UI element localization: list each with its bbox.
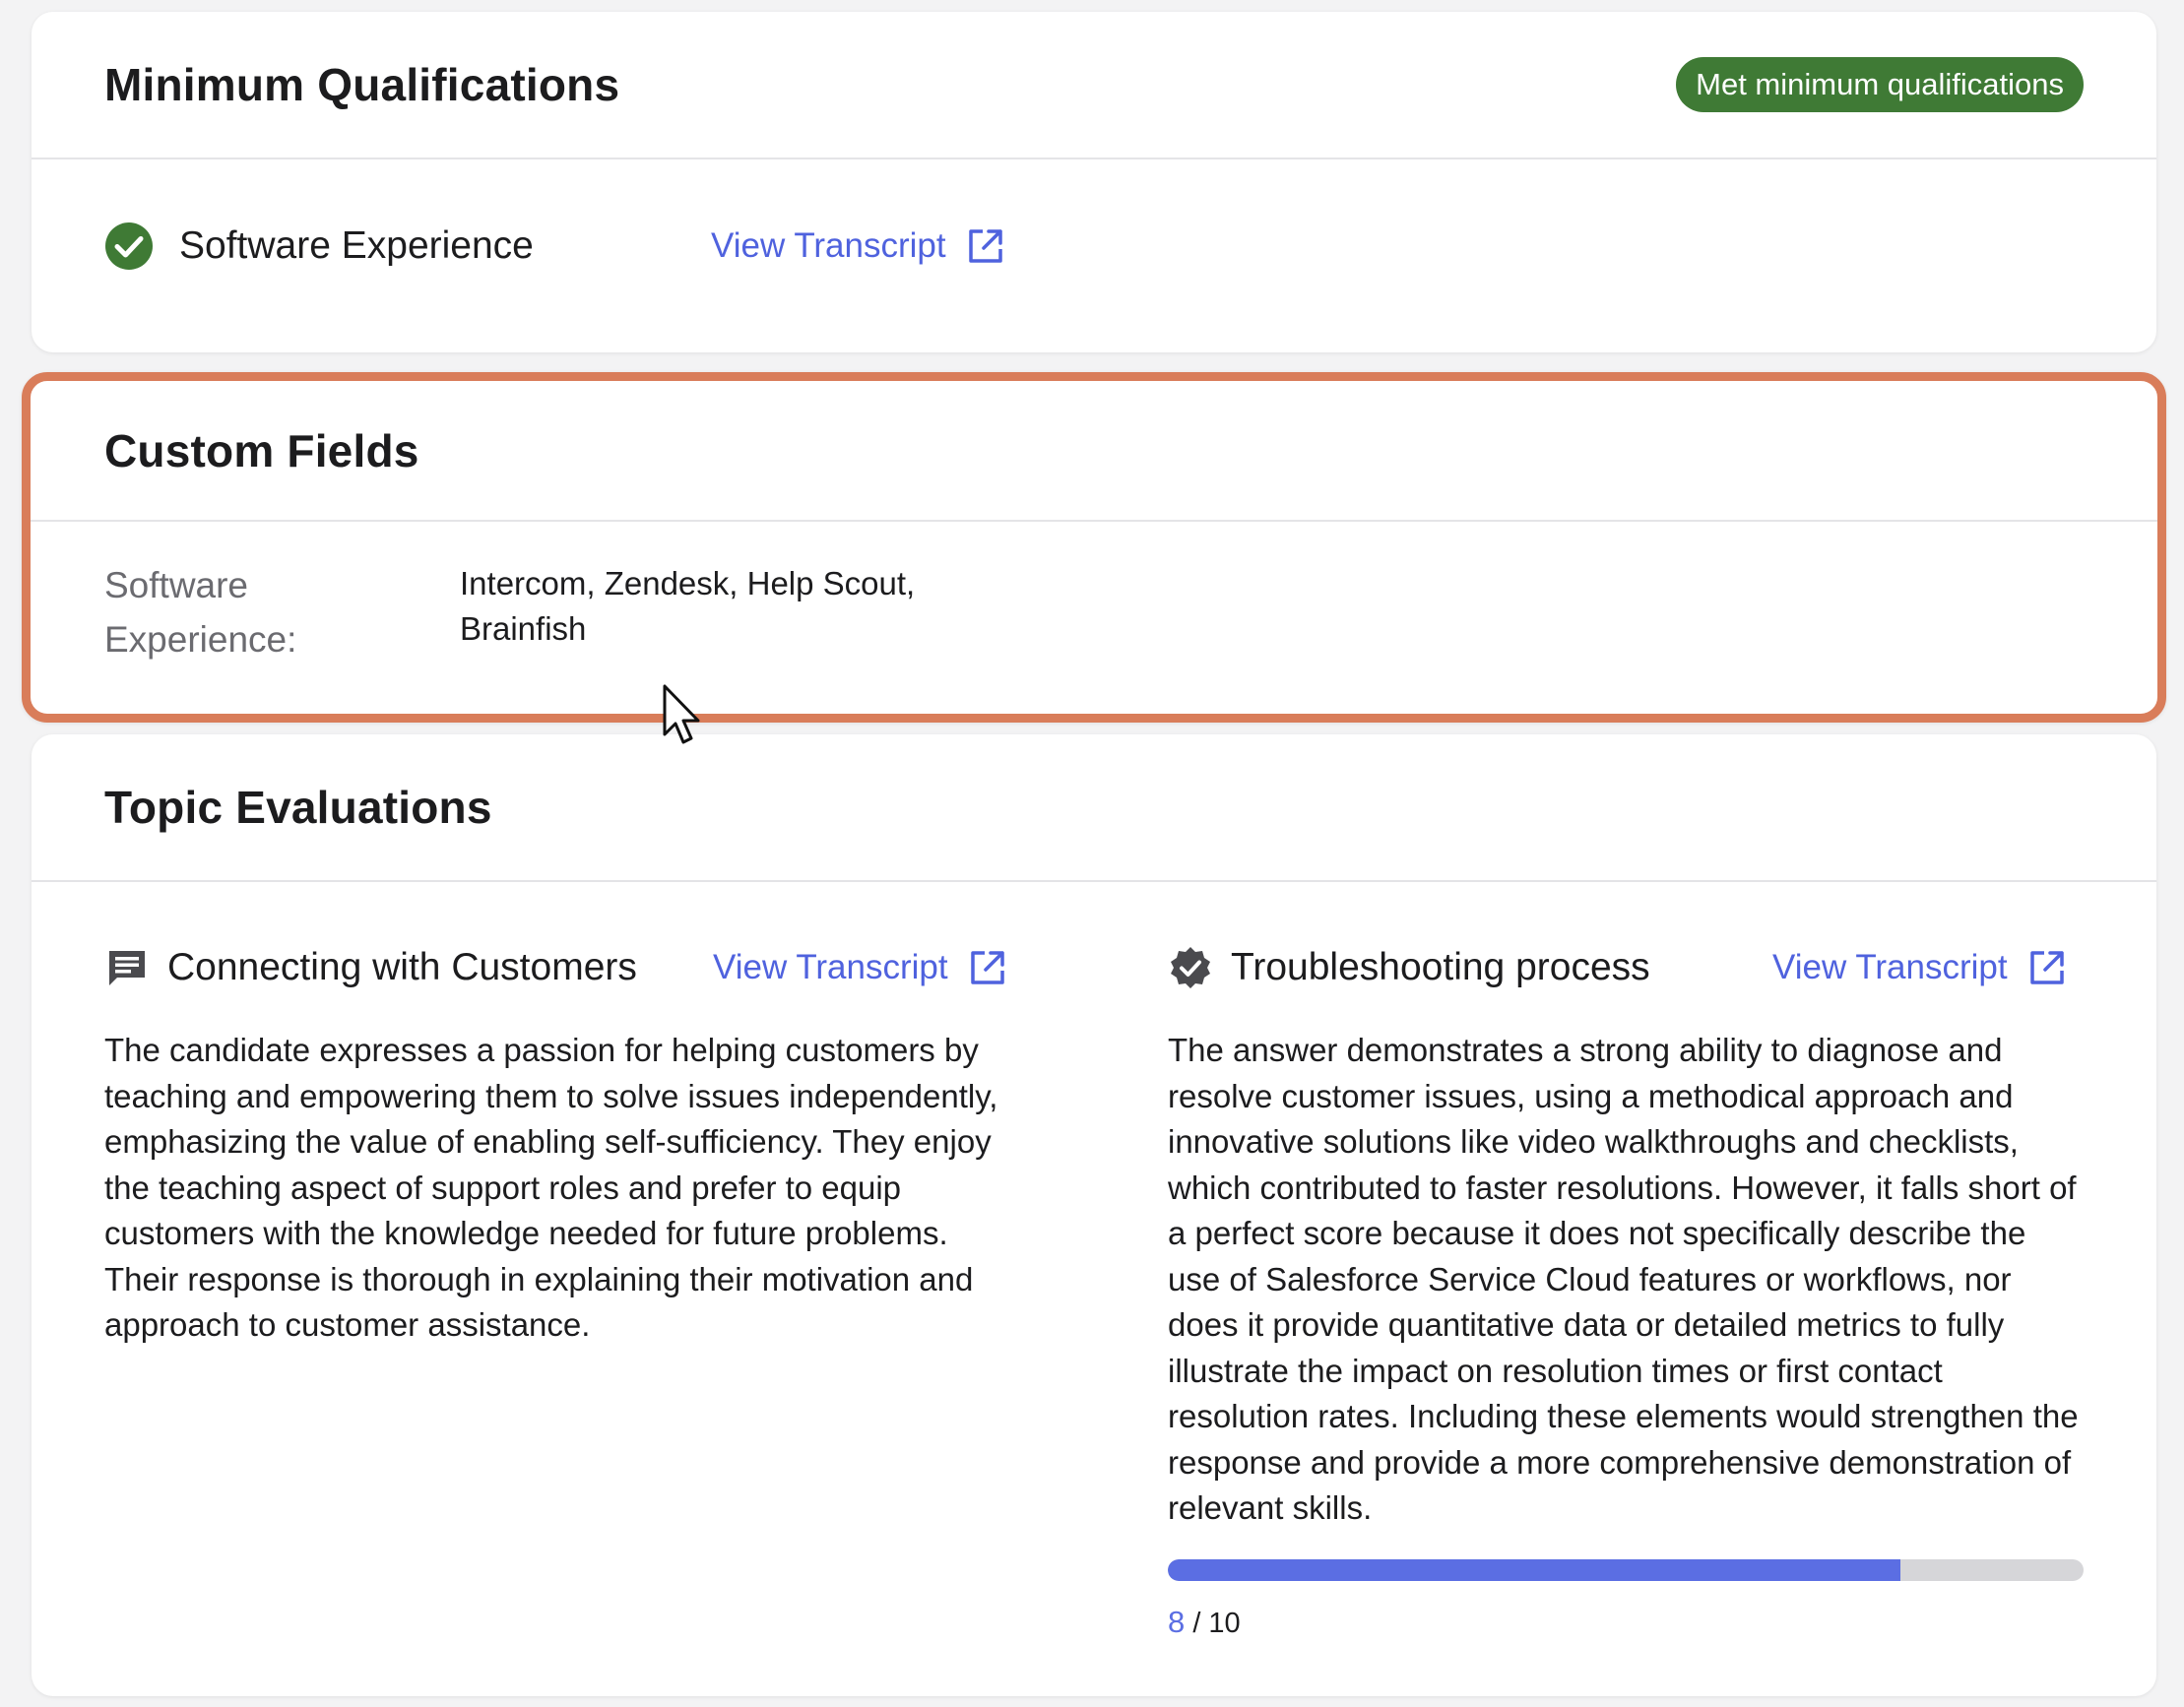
view-transcript-label: View Transcript [1772, 948, 2008, 986]
topic-evaluations-header [32, 734, 2156, 882]
view-transcript-link[interactable] [1772, 948, 2067, 987]
topic-item [1168, 943, 2084, 1640]
score-readout [1168, 1605, 2084, 1640]
min-quals-card [32, 12, 2156, 352]
view-transcript-link[interactable] [711, 226, 1005, 266]
min-quals-header [32, 12, 2156, 159]
custom-fields-title: Custom Fields [104, 424, 419, 476]
external-link-icon [2027, 948, 2067, 987]
view-transcript-label: View Transcript [711, 226, 946, 265]
topic-summary: The answer demonstrates a strong ability to diagnose and resolve customer issues, using a methodical approach and innovative solutions like video walkthroughs and checklists, which contributed to faster resolutions. However, it falls short of a perfect score because it does not specifically describe the use of Salesforce Service Cloud features or workflows, nor does it provide quantitative data or detailed metrics to fully illustrate the impact on resolution times or first contact resolution rates. Including these elements would strengthen the response and provide a more comprehensive demonstration of relevant skills. [1168, 1032, 2079, 1526]
topic-evaluations-title: Topic Evaluations [104, 782, 492, 833]
topic-title: Connecting with Customers [167, 946, 637, 988]
view-transcript-link[interactable] [713, 948, 1007, 987]
score-progress-fill [1168, 1559, 1900, 1581]
comment-icon [104, 945, 150, 990]
topic-evaluations-card [32, 734, 2156, 1696]
topic-header [104, 943, 1020, 992]
topic-item [104, 943, 1020, 1349]
external-link-icon [968, 948, 1007, 987]
check-circle-icon [104, 221, 154, 271]
custom-fields-card [22, 372, 2166, 723]
score-max: / 10 [1192, 1607, 1241, 1639]
view-transcript-label: View Transcript [713, 948, 948, 986]
field-label: Software Experience: [104, 565, 297, 660]
mouse-cursor-icon [662, 683, 703, 748]
verified-badge-icon [1168, 945, 1213, 990]
topic-header [1168, 943, 2084, 992]
qualification-label: Software Experience [179, 224, 534, 267]
field-value: Intercom, Zendesk, Help Scout, Brainfish [460, 565, 916, 647]
topic-summary: The candidate expresses a passion for helping customers by teaching and empowering them to solve issues independently, emphasizing the value of enabling self-sufficiency. They enjoy the teaching aspect of support roles and prefer to equip customers with the knowledge needed for future problems. Their response is thorough in explaining their motivation and approach to customer assistance. [104, 1032, 998, 1343]
score-value: 8 [1168, 1604, 1186, 1639]
external-link-icon [966, 226, 1005, 266]
score-progress-bar [1168, 1559, 2084, 1581]
qualification-row [104, 221, 1005, 271]
custom-fields-header [31, 381, 2157, 522]
topic-title: Troubleshooting process [1231, 946, 1650, 988]
status-badge: Met minimum qualifications [1676, 57, 2084, 112]
min-quals-title: Minimum Qualifications [104, 59, 620, 110]
